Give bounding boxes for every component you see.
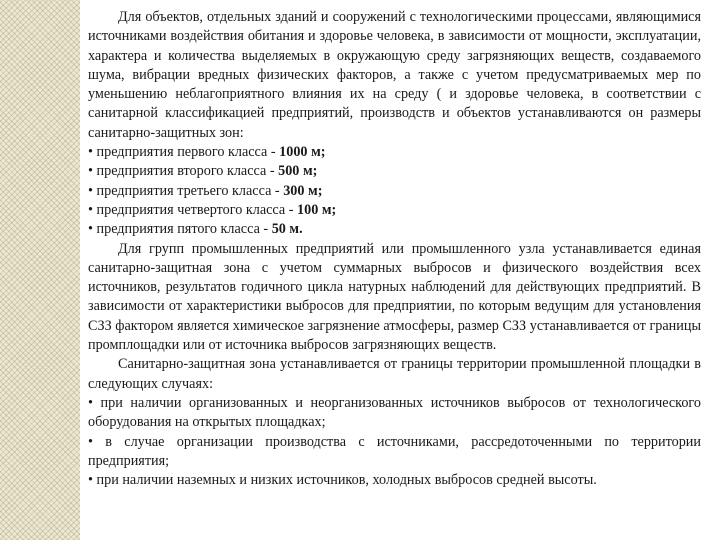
class-item-distance: 500 м; [278, 163, 318, 180]
class-item-label: • предприятия второго класса - [88, 163, 279, 180]
class-item-label: • предприятия третьего класса - [88, 182, 284, 199]
class-item-5 [88, 220, 701, 239]
class-item-3 [88, 182, 701, 201]
class-item-label: • предприятия пятого класса - [88, 221, 272, 238]
document-body [88, 8, 701, 490]
class-item-distance: 1000 м; [279, 144, 326, 161]
boundary-paragraph: Санитарно-защитная зона устанавливается от границы территории промышленной площадки в следующих случаях: [88, 356, 701, 392]
intro-paragraph: Для объектов, отдельных зданий и сооружений с технологическими процессами, являющимися источниками воздействия обитания и здоровье человека, в зависимости от мощности, эксплуатации, характера и количества выделяемых в окружающую среду загрязняющих веществ, создаваемого шума, вибрации вредных физических факторов, а также с учетом предусматриваемых мер по уменьшению неблагоприятного влияния их на среду ( и здоровье человека, в соответствии с санитарной классификацией предприятий, производств и объектов устанавливаются он размеры санитарно-защитных зон: [88, 9, 701, 141]
class-item-1 [88, 143, 701, 162]
class-item-distance: 100 м; [297, 201, 337, 218]
case-item-1: • при наличии организованных и неорганизованных источников выбросов от технологического оборудования на открытых площадках; [88, 394, 701, 431]
class-item-distance: 50 м. [271, 221, 303, 238]
class-item-4 [88, 201, 701, 220]
class-item-distance: 300 м; [283, 182, 323, 199]
class-item-label: • предприятия четвертого класса - [88, 201, 298, 218]
case-item-3: • при наличии наземных и низких источников, холодных выбросов средней высоты. [88, 472, 597, 489]
case-item-2: • в случае организации производства с источниками, рассредоточенными по территории предприятия; [88, 433, 701, 469]
class-item-2 [88, 162, 701, 181]
decorative-side-strip [0, 0, 80, 540]
group-zone-paragraph: Для групп промышленных предприятий или промышленного узла устанавливается единая санитарно-защитная зона с учетом суммарных выбросов и физического воздействия всех источников, результатов годичного цикла натурных наблюдений для действующих предприятий. В зависимости от характеристики выбросов для предприятии, по которым ведущим для установления СЗЗ фактором является химическое загрязнение атмосферы, размер СЗЗ устанавливается от границы промплощадки или от источника выбросов загрязняющих веществ. [88, 240, 701, 354]
class-item-label: • предприятия первого класса - [88, 144, 280, 161]
